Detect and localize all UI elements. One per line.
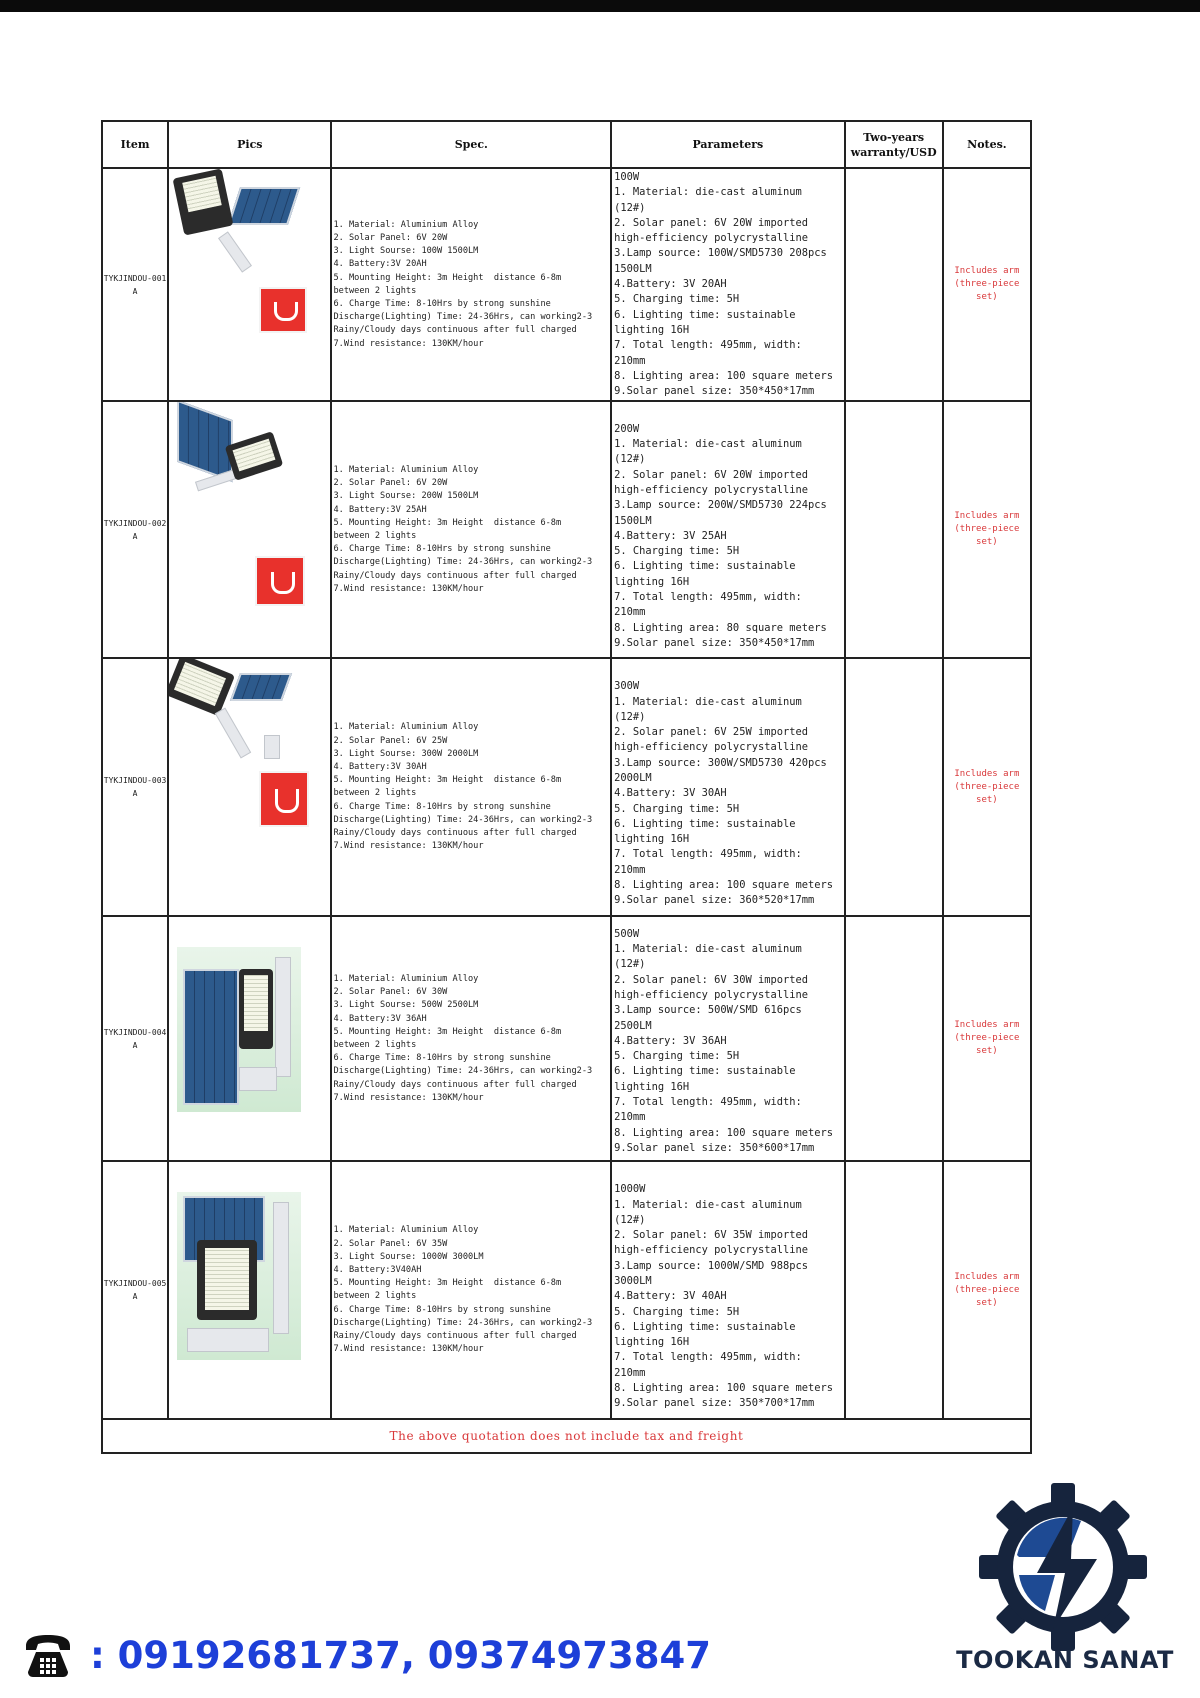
param-line: 2. Solar panel: 6V 25W imported [614, 726, 809, 739]
param-line: lighting 16H [614, 1336, 690, 1349]
spec-line: 4. Battery:3V 25AH [333, 504, 427, 515]
spec-line: 1. Material: Aluminium Alloy [333, 464, 479, 475]
param-line: 9.Solar panel size: 350*450*17mm [614, 385, 815, 398]
param-line: high-efficiency polycrystalline [614, 741, 809, 754]
spec-list [331, 1161, 611, 1419]
brand-name: TOOKAN SANAT [956, 1646, 1174, 1674]
spec-line: 2. Solar Panel: 6V 30W [333, 987, 448, 998]
spec-line: 7.Wind resistance: 130KM/hour [333, 583, 484, 594]
param-line: high-efficiency polycrystalline [614, 988, 809, 1001]
param-line: 210mm [614, 1111, 646, 1124]
param-line: (12#) [614, 1213, 646, 1226]
param-line: 1. Material: die-cast aluminum [614, 186, 802, 199]
spec-line: Rainy/Cloudy days continuous after full charged [333, 570, 577, 581]
spec-line: Rainy/Cloudy days continuous after full charged [333, 828, 577, 839]
param-line: 7. Total length: 495mm, width: [614, 1351, 802, 1364]
param-line: 8. Lighting area: 100 square meters [614, 1126, 834, 1139]
spec-list [331, 401, 611, 658]
spec-line: 1. Material: Aluminium Alloy [333, 219, 479, 230]
contact-phones [22, 1630, 711, 1680]
spec-line: 5. Mounting Height: 3m Height distance 6-8m [333, 1026, 562, 1037]
notes-text: Includes arm (three-piece set) [943, 1161, 1031, 1419]
parameter-list [611, 1161, 845, 1419]
param-line: 7. Total length: 495mm, width: [614, 1095, 802, 1108]
spec-line: 5. Mounting Height: 3m Height distance 6-8m [333, 517, 562, 528]
param-line: 4.Battery: 3V 36AH [614, 1034, 727, 1047]
param-line: 1. Material: die-cast aluminum [614, 438, 802, 451]
param-line: 3.Lamp source: 300W/SMD5730 420pcs [614, 756, 827, 769]
param-line: 210mm [614, 863, 646, 876]
param-line: 7. Total length: 495mm, width: [614, 590, 802, 603]
spec-line: 6. Charge Time: 8-10Hrs by strong sunshine [333, 1053, 551, 1064]
param-line: 1500LM [614, 514, 652, 527]
header-warranty [845, 121, 943, 168]
param-line: (12#) [614, 201, 646, 214]
param-line: (12#) [614, 958, 646, 971]
header-warranty-line2: warranty/USD [850, 145, 937, 159]
param-line: 1000W [614, 1183, 646, 1196]
spec-line: 6. Charge Time: 8-10Hrs by strong sunshine [333, 801, 551, 812]
spec-line: 5. Mounting Height: 3m Height distance 6-8m [333, 1278, 562, 1289]
header-warranty-line1: Two-years [863, 130, 925, 144]
param-line: 8. Lighting area: 80 square meters [614, 621, 827, 634]
spec-line: Rainy/Cloudy days continuous after full charged [333, 325, 577, 336]
item-code: TYKJINDOU-001A [102, 168, 168, 401]
header-item: Item [102, 121, 168, 168]
param-line: lighting 16H [614, 323, 690, 336]
product-photo [168, 916, 331, 1161]
parameter-list [611, 916, 845, 1161]
param-line: 9.Solar panel size: 350*450*17mm [614, 636, 815, 649]
param-line: 3.Lamp source: 1000W/SMD 988pcs [614, 1259, 809, 1272]
spec-line: 2. Solar Panel: 6V 35W [333, 1238, 448, 1249]
spec-line: Rainy/Cloudy days continuous after full charged [333, 1079, 577, 1090]
item-code: TYKJINDOU-004A [102, 916, 168, 1161]
spec-line: 2. Solar Panel: 6V 25W [333, 735, 448, 746]
param-line: 2500LM [614, 1019, 652, 1032]
warranty-price [845, 401, 943, 658]
spec-line: 3. Light Sourse: 1000W 3000LM [333, 1251, 484, 1262]
param-line: 210mm [614, 1366, 646, 1379]
spec-line: 2. Solar Panel: 6V 20W [333, 478, 448, 489]
param-line: 4.Battery: 3V 25AH [614, 529, 727, 542]
param-line: 5. Charging time: 5H [614, 293, 740, 306]
param-line: 5. Charging time: 5H [614, 1050, 740, 1063]
warranty-price [845, 168, 943, 401]
param-line: 6. Lighting time: sustainable [614, 1320, 796, 1333]
spec-line: 3. Light Sourse: 200W 1500LM [333, 491, 479, 502]
notes-text: Includes arm (three-piece set) [943, 168, 1031, 401]
spec-line: 5. Mounting Height: 3m Height distance 6-8m [333, 272, 562, 283]
param-line: 4.Battery: 3V 20AH [614, 278, 727, 291]
table-row [102, 916, 1031, 1161]
param-line: 3.Lamp source: 100W/SMD5730 208pcs [614, 247, 827, 260]
param-line: 4.Battery: 3V 40AH [614, 1290, 727, 1303]
item-code: TYKJINDOU-002A [102, 401, 168, 658]
param-line: 7. Total length: 495mm, width: [614, 848, 802, 861]
header-parameters: Parameters [611, 121, 845, 168]
parameter-list [611, 401, 845, 658]
param-line: 5. Charging time: 5H [614, 802, 740, 815]
spec-line: Discharge(Lighting) Time: 24-36Hrs, can working2-3 [333, 557, 593, 568]
spec-line: 4. Battery:3V 30AH [333, 762, 427, 773]
param-line: 9.Solar panel size: 360*520*17mm [614, 894, 815, 907]
spec-list [331, 168, 611, 401]
product-photo [168, 1161, 331, 1419]
param-line: 210mm [614, 606, 646, 619]
product-photo [168, 401, 331, 658]
product-photo [168, 168, 331, 401]
param-line: (12#) [614, 453, 646, 466]
param-line: 8. Lighting area: 100 square meters [614, 879, 834, 892]
param-line: 9.Solar panel size: 350*600*17mm [614, 1141, 815, 1154]
param-line: high-efficiency polycrystalline [614, 483, 809, 496]
spec-line: between 2 lights [333, 788, 417, 799]
param-line: 500W [614, 927, 640, 940]
param-line: 1500LM [614, 262, 652, 275]
spec-line: 7.Wind resistance: 130KM/hour [333, 338, 484, 349]
spec-list [331, 658, 611, 916]
table-row [102, 1161, 1031, 1419]
param-line: 6. Lighting time: sustainable [614, 1065, 796, 1078]
param-line: 4.Battery: 3V 30AH [614, 787, 727, 800]
spec-line: Rainy/Cloudy days continuous after full charged [333, 1331, 577, 1342]
param-line: 300W [614, 680, 640, 693]
item-code: TYKJINDOU-005A [102, 1161, 168, 1419]
param-line: 2. Solar panel: 6V 20W imported [614, 216, 809, 229]
warranty-price [845, 916, 943, 1161]
spec-line: 7.Wind resistance: 130KM/hour [333, 1344, 484, 1355]
param-line: 6. Lighting time: sustainable [614, 560, 796, 573]
spec-list [331, 916, 611, 1161]
table-header-row [102, 121, 1031, 168]
item-code: TYKJINDOU-003A [102, 658, 168, 916]
param-line: 7. Total length: 495mm, width: [614, 339, 802, 352]
spec-line: 4. Battery:3V 36AH [333, 1013, 427, 1024]
notes-text: Includes arm (three-piece set) [943, 401, 1031, 658]
spec-line: 3. Light Sourse: 100W 1500LM [333, 246, 479, 257]
param-line: 9.Solar panel size: 350*700*17mm [614, 1397, 815, 1410]
notes-text: Includes arm (three-piece set) [943, 916, 1031, 1161]
param-line: high-efficiency polycrystalline [614, 1244, 809, 1257]
table-row [102, 401, 1031, 658]
spec-line: Discharge(Lighting) Time: 24-36Hrs, can working2-3 [333, 1066, 593, 1077]
param-line: 3000LM [614, 1275, 652, 1287]
param-line: 8. Lighting area: 100 square meters [614, 1382, 834, 1395]
spec-line: 1. Material: Aluminium Alloy [333, 1225, 479, 1236]
notes-text: Includes arm (three-piece set) [943, 658, 1031, 916]
header-notes: Notes. [943, 121, 1031, 168]
spec-line: 7.Wind resistance: 130KM/hour [333, 841, 484, 852]
param-line: high-efficiency polycrystalline [614, 232, 809, 245]
spec-line: 3. Light Sourse: 300W 2000LM [333, 748, 479, 759]
spec-line: 4. Battery:3V 20AH [333, 259, 427, 270]
parameter-list [611, 168, 845, 401]
quotation-footnote: The above quotation does not include tax and freight [102, 1419, 1031, 1453]
gear-lightning-logo [978, 1482, 1148, 1652]
param-line: 3.Lamp source: 200W/SMD5730 224pcs [614, 499, 827, 512]
spec-line: 6. Charge Time: 8-10Hrs by strong sunshine [333, 1304, 551, 1315]
quotation-table [101, 120, 1032, 1454]
param-line: 8. Lighting area: 100 square meters [614, 369, 834, 382]
param-line: 1. Material: die-cast aluminum [614, 695, 802, 708]
top-dark-bar [0, 0, 1200, 12]
header-spec: Spec. [331, 121, 611, 168]
spec-line: 6. Charge Time: 8-10Hrs by strong sunshine [333, 544, 551, 555]
spec-line: 1. Material: Aluminium Alloy [333, 973, 479, 984]
phone-numbers: : 09192681737, 09374973847 [90, 1633, 711, 1677]
param-line: 210mm [614, 354, 646, 367]
param-line: lighting 16H [614, 1080, 690, 1093]
parameter-list [611, 658, 845, 916]
spec-line: 3. Light Sourse: 500W 2500LM [333, 1000, 479, 1011]
spec-line: 4. Battery:3V40AH [333, 1265, 422, 1276]
spec-line: Discharge(Lighting) Time: 24-36Hrs, can working2-3 [333, 1317, 593, 1328]
param-line: 3.Lamp source: 500W/SMD 616pcs [614, 1004, 802, 1017]
spec-line: between 2 lights [333, 1039, 417, 1050]
spec-line: Discharge(Lighting) Time: 24-36Hrs, can working2-3 [333, 814, 593, 825]
param-line: 1. Material: die-cast aluminum [614, 1198, 802, 1211]
header-pics: Pics [168, 121, 331, 168]
spec-line: between 2 lights [333, 285, 417, 296]
warranty-price [845, 658, 943, 916]
param-line: 6. Lighting time: sustainable [614, 817, 796, 830]
table-row [102, 168, 1031, 401]
param-line: 200W [614, 422, 640, 435]
table-row [102, 658, 1031, 916]
param-line: 5. Charging time: 5H [614, 545, 740, 558]
param-line: 2. Solar panel: 6V 30W imported [614, 973, 809, 986]
warranty-price [845, 1161, 943, 1419]
param-line: lighting 16H [614, 833, 690, 846]
spec-line: 5. Mounting Height: 3m Height distance 6-8m [333, 775, 562, 786]
table-footer-row [102, 1419, 1031, 1453]
spec-line: between 2 lights [333, 1291, 417, 1302]
param-line: (12#) [614, 710, 646, 723]
param-line: 2. Solar panel: 6V 35W imported [614, 1229, 809, 1242]
spec-line: 6. Charge Time: 8-10Hrs by strong sunshine [333, 298, 551, 309]
spec-line: between 2 lights [333, 530, 417, 541]
param-line: 2000LM [614, 772, 652, 784]
param-line: 1. Material: die-cast aluminum [614, 943, 802, 956]
param-line: lighting 16H [614, 575, 690, 588]
param-line: 2. Solar panel: 6V 20W imported [614, 468, 809, 481]
spec-line: 1. Material: Aluminium Alloy [333, 722, 479, 733]
param-line: 5. Charging time: 5H [614, 1305, 740, 1318]
telephone-icon [22, 1632, 74, 1678]
spec-line: 7.Wind resistance: 130KM/hour [333, 1092, 484, 1103]
param-line: 100W [614, 171, 640, 183]
product-photo [168, 658, 331, 916]
spec-line: 2. Solar Panel: 6V 20W [333, 232, 448, 243]
spec-line: Discharge(Lighting) Time: 24-36Hrs, can working2-3 [333, 312, 593, 323]
param-line: 6. Lighting time: sustainable [614, 308, 796, 321]
